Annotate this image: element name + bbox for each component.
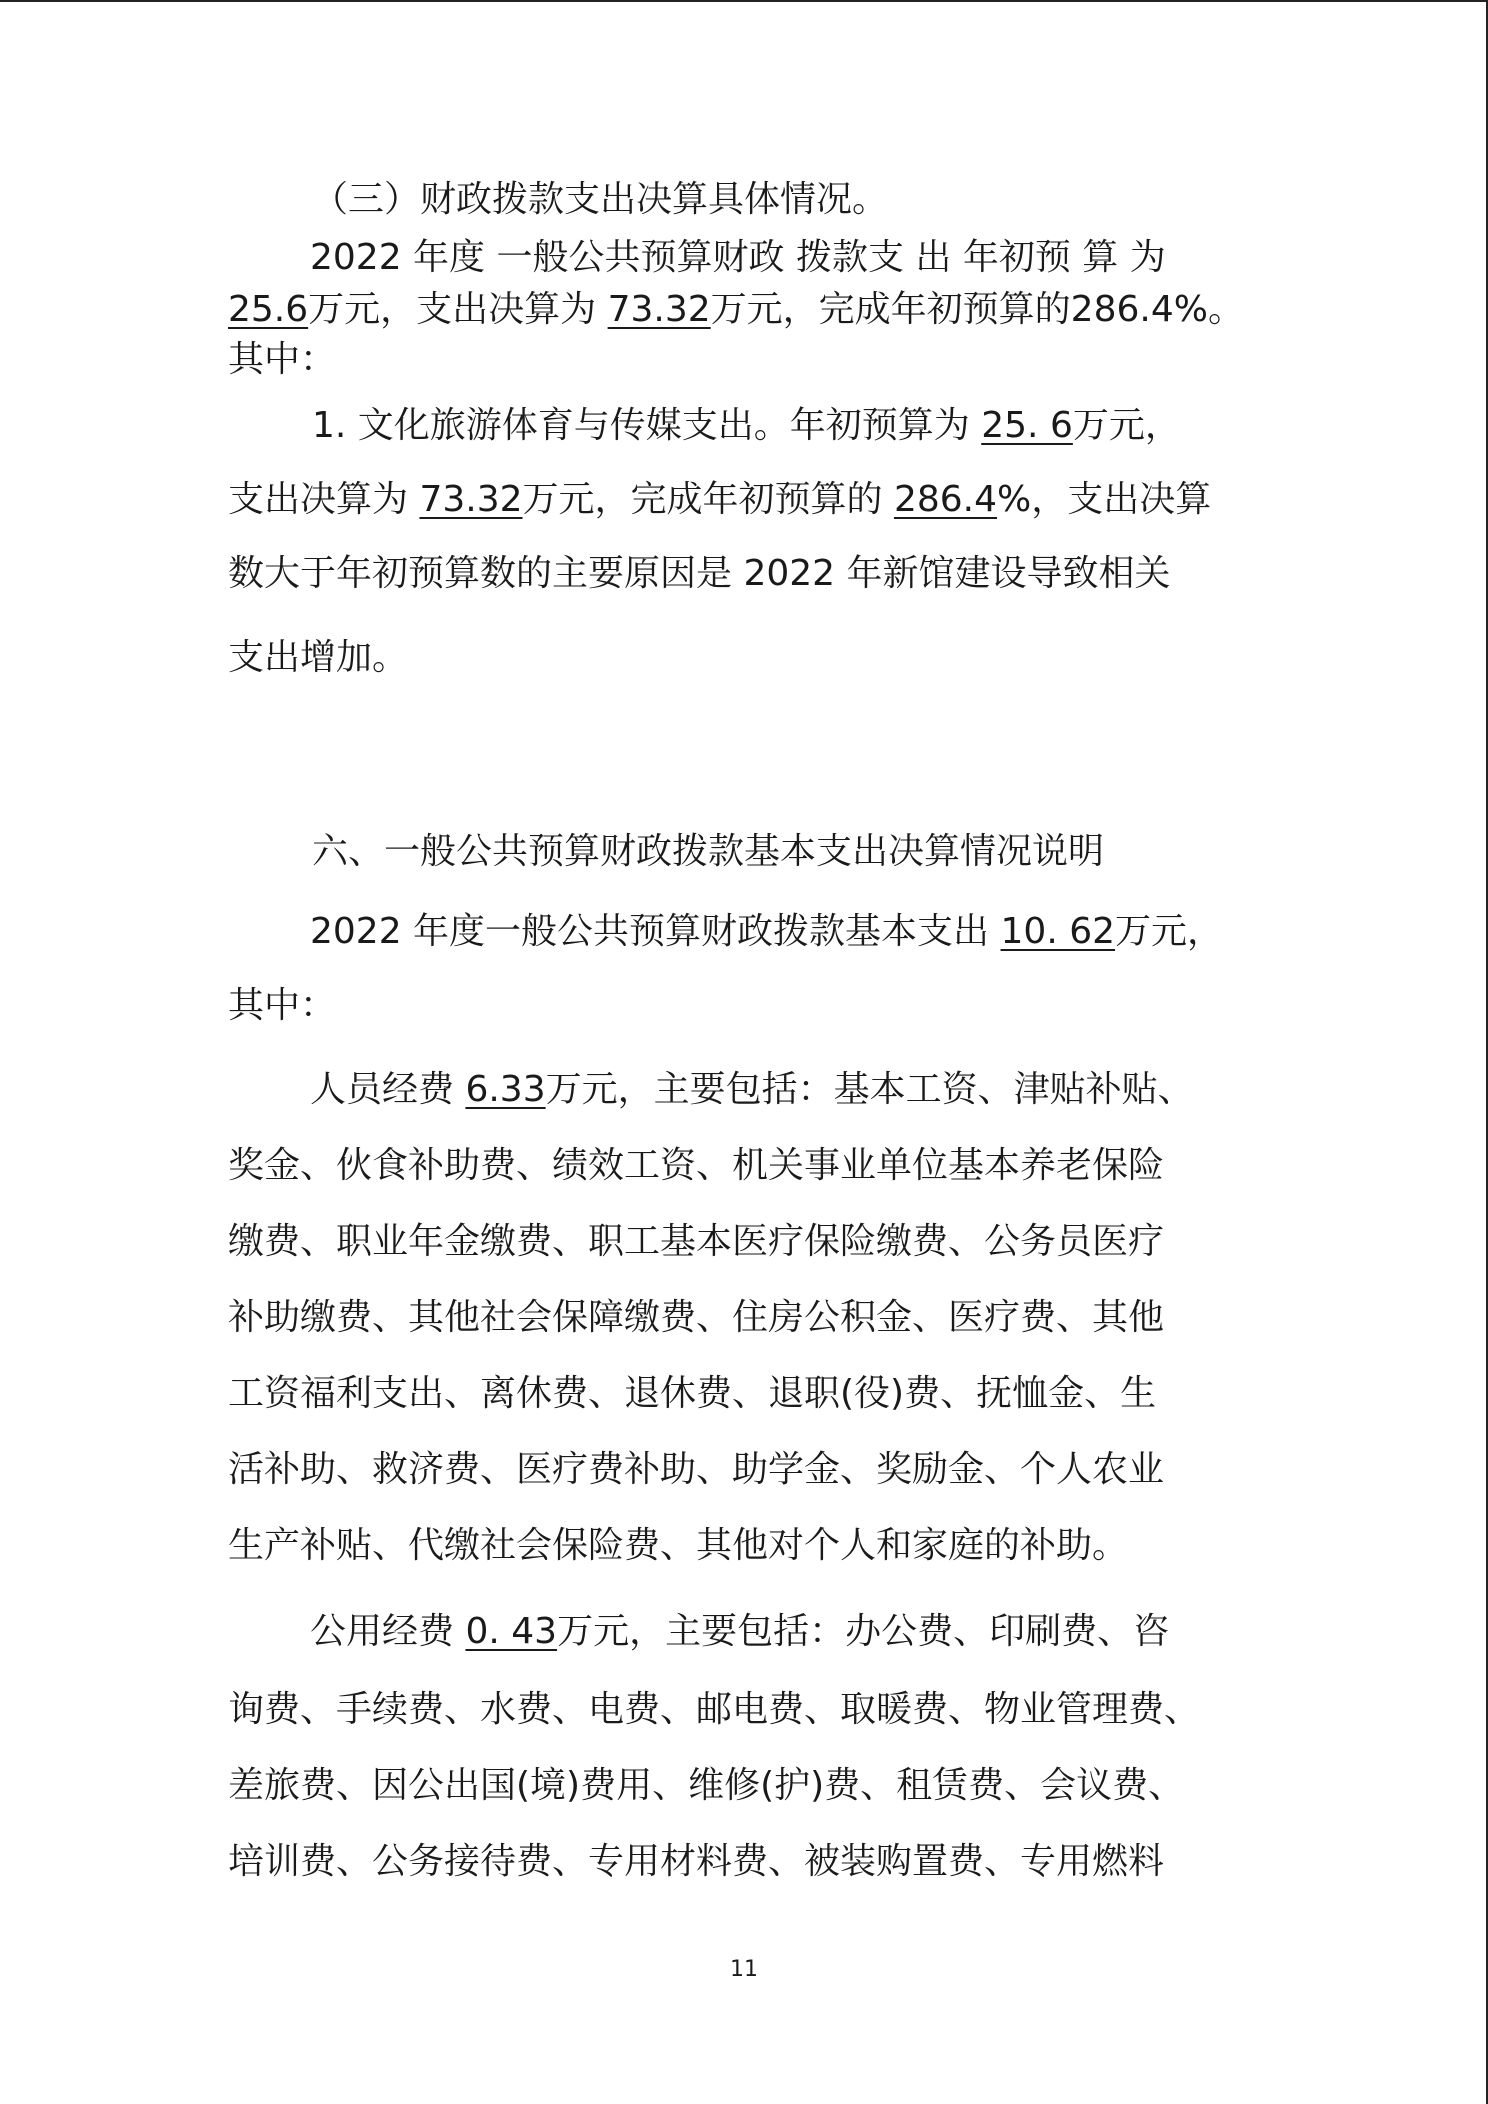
section6-para-line-1: 2022 年度一般公共预算财政拨款基本支出 10. 62万元， — [310, 911, 1224, 952]
section3-para-line-1: 2022 年度 一般公共预算财政 拨款支 出 年初预 算 为 — [310, 237, 1166, 278]
public-line-3: 差旅费、因公出国(境)费用、维修(护)费、租赁费、会议费、 — [228, 1765, 1185, 1806]
public-line-4: 培训费、公务接待费、专用材料费、被装购置费、专用燃料 — [228, 1841, 1165, 1882]
budget-initial-value: 25.6 — [228, 289, 309, 330]
personnel-cost-value: 6.33 — [465, 1069, 546, 1110]
section6-heading: 六、一般公共预算财政拨款基本支出决算情况说明 — [312, 831, 1105, 872]
personnel-line-5: 工资福利支出、离休费、退休费、退职(役)费、抚恤金、生 — [228, 1373, 1157, 1414]
personnel-line-6: 活补助、救济费、医疗费补助、助学金、奖励金、个人农业 — [228, 1449, 1165, 1490]
section6-para-line-2: 其中： — [228, 985, 337, 1026]
section3-para-line-3: 其中： — [228, 339, 337, 380]
personnel-line-7: 生产补贴、代缴社会保险费、其他对个人和家庭的补助。 — [228, 1525, 1129, 1566]
public-cost-value: 0. 43 — [465, 1611, 558, 1652]
public-line-1: 公用经费 0. 43万元，主要包括：办公费、印刷费、咨 — [310, 1611, 1170, 1652]
item1-actual-value: 73.32 — [419, 479, 523, 520]
section3-heading: （三）财政拨款支出决算具体情况。 — [312, 179, 889, 220]
personnel-line-3: 缴费、职业年金缴费、职工基本医疗保险缴费、公务员医疗 — [228, 1221, 1165, 1262]
item1-initial-value: 25. 6 — [981, 405, 1073, 446]
item1-line-2: 支出决算为 73.32万元，完成年初预算的 286.4%，支出决算 — [228, 479, 1212, 520]
item1-line-1: 1. 文化旅游体育与传媒支出。年初预算为 25. 6万元， — [312, 405, 1181, 446]
public-line-2: 询费、手续费、水费、电费、邮电费、取暖费、物业管理费、 — [228, 1689, 1201, 1730]
item1-line-4: 支出增加。 — [228, 637, 409, 678]
item1-line-3: 数大于年初预算数的主要原因是 2022 年新馆建设导致相关 — [228, 553, 1171, 594]
budget-actual-value: 73.32 — [607, 289, 711, 330]
basic-expenditure-value: 10. 62 — [1000, 911, 1116, 952]
item1-completion-rate: 286.4 — [893, 479, 998, 520]
personnel-line-1: 人员经费 6.33万元，主要包括：基本工资、津贴补贴、 — [310, 1069, 1194, 1110]
personnel-line-2: 奖金、伙食补助费、绩效工资、机关事业单位基本养老保险 — [228, 1145, 1165, 1186]
section3-para-line-2: 25.6万元，支出决算为 73.32万元，完成年初预算的286.4%。 — [228, 289, 1244, 330]
page-number: 11 — [730, 1957, 758, 1982]
personnel-line-4: 补助缴费、其他社会保障缴费、住房公积金、医疗费、其他 — [228, 1297, 1165, 1338]
